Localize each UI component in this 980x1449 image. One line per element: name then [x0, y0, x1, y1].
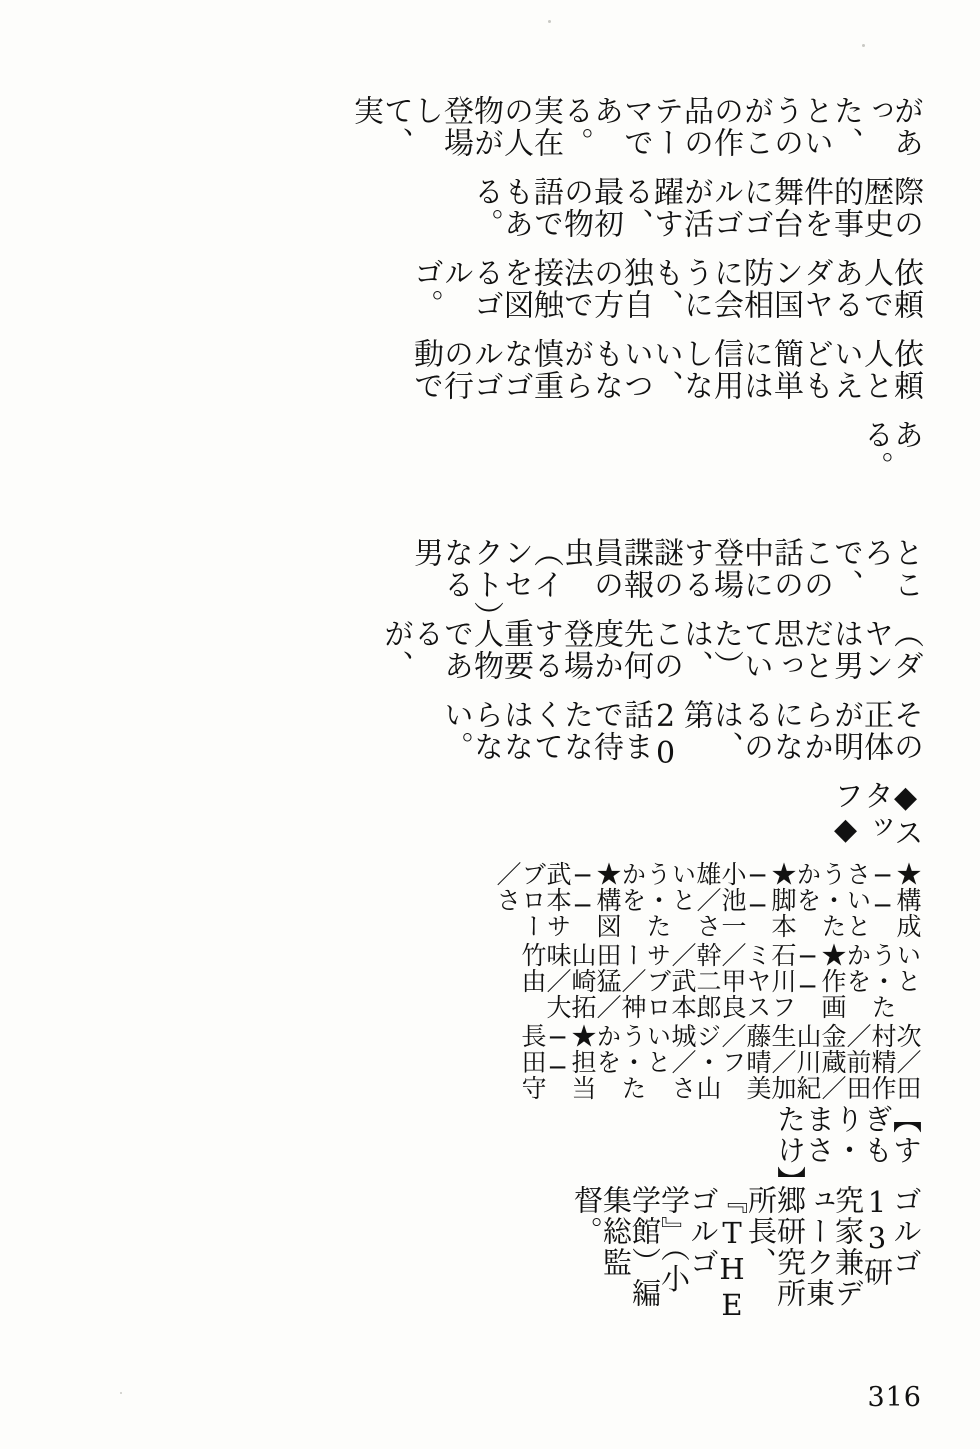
staff-line-3: 次／田村精作／前田金蔵／山川紀生／加藤晴美／フジ・山城／さいとう・たかを ★担当──長田守	[518, 1023, 922, 1102]
paper-speck	[120, 1392, 122, 1394]
body-line-5: ある。	[858, 419, 923, 484]
credit-description: ゴルゴ13研究家兼デューク東郷研究所所長、『THEゴルゴ学』（小学館）編集総監督。	[570, 1185, 923, 1325]
credit-name: 【すぎもり・まさたけ】	[773, 1104, 923, 1198]
paper-speck	[548, 20, 551, 23]
paper-speck	[862, 44, 865, 47]
page-number: 316	[867, 1382, 922, 1413]
body-line-1: があった、というのがこの作品のテーマである。実在の人物が登場して、実	[348, 95, 923, 159]
staff-heading: ◆スタッフ◆	[828, 779, 923, 849]
staff-line-1: ★構成──さいとう・たかを ★脚本──小池一雄／さいとう・たかを ★構図──武本サブロー／さ	[493, 860, 922, 939]
vertical-text-body	[80, 95, 923, 1325]
body-line-3: 依頼人であるダヤン国防相に会うにも、独自の方法で接触を図るゴルゴ。	[408, 257, 923, 322]
body-line-7: （ダヤンは男だと思っていた）は、この先何度か登場する重要人物であるが、	[378, 617, 923, 682]
body-line-8: その正体が明らかになるのは、第20話まで待たなくてはならない。	[438, 698, 923, 773]
body-line-2: 際の歴史的事件を舞台にゴルゴが活躍する、最初の物語でもある。	[468, 176, 923, 241]
body-line-4: 依頼人といえども簡単には信用しない、いつもながら慎重なゴルゴの行動で	[408, 338, 923, 403]
staff-line-2: いとう・たかを ★作画──石川フミヤス／甲良幹二郎／武本サブロー／神田猛／山崎拓味／大竹由	[518, 942, 922, 1021]
body-line-6: ところで、この話の中に登場する謎の諜報員の虫（インセクト）なる男	[408, 536, 923, 618]
